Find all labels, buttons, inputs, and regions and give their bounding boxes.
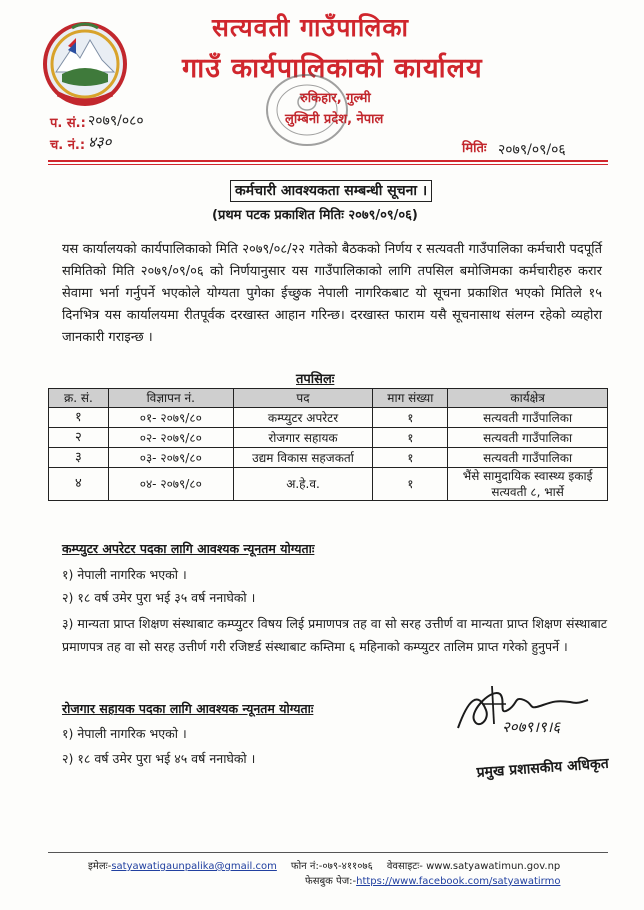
cell-post: रोजगार सहायक xyxy=(233,428,373,448)
cell-ad-no: ०४- २०७९/८० xyxy=(108,468,233,501)
website-label: वेवसाइटः- xyxy=(386,861,423,872)
employment-assistant-heading: रोजगार सहायक पदका लागि आवश्यक न्यूनतम योग्यताः xyxy=(62,701,314,716)
header-divider xyxy=(48,164,608,165)
cell-ad-no: ०२- २०७९/८० xyxy=(108,428,233,448)
address-line: रुकिहार, गुल्मी xyxy=(300,91,371,106)
cell-demand: १ xyxy=(373,468,448,501)
table-header-row xyxy=(49,389,608,408)
workplace-line: भैंसे सामुदायिक स्वास्थ्य इकाई xyxy=(462,469,593,483)
table-row xyxy=(49,448,608,468)
notice-subtitle: (प्रथम पटक प्रकाशित मितिः २०७९/०९/०६) xyxy=(212,208,418,223)
signature-scribble xyxy=(448,680,598,750)
date-label: मितिः xyxy=(462,141,487,156)
cell-workplace: सत्यवती गाउँपालिका xyxy=(448,448,608,468)
ref-no-value: २०७९/०८० xyxy=(88,113,144,129)
computer-operator-heading: कम्प्युटर अपरेटर पदका लागि आवश्यक न्यूनतम योग्यताः xyxy=(62,541,315,556)
requirement-item: १) नेपाली नागरिक भएको । xyxy=(62,726,187,741)
cell-workplace xyxy=(448,468,608,501)
date-value: २०७९/०९/०६ xyxy=(498,142,566,158)
footer-social xyxy=(305,873,560,887)
email-link[interactable]: satyawatigaunpalika@gmail.com xyxy=(111,861,277,872)
cell-sn: ४ xyxy=(49,468,109,501)
signature-date: २०७९।९।६ xyxy=(502,718,561,736)
cell-ad-no: ०३- २०७९/८० xyxy=(108,448,233,468)
email-label: इमेलः- xyxy=(88,861,112,872)
table-row xyxy=(49,408,608,428)
cell-sn: २ xyxy=(49,428,109,448)
cell-demand: १ xyxy=(373,428,448,448)
footer-divider xyxy=(48,852,608,853)
header-divider xyxy=(48,160,608,162)
schedule-label: तपसिलः xyxy=(296,372,335,387)
requirement-item: २) १८ वर्ष उमेर पुरा भई ४५ वर्ष ननाघेको । xyxy=(62,751,256,766)
website-link[interactable]: www.satyawatimun.gov.np xyxy=(426,861,561,872)
facebook-label: फेसबुक पेज:- xyxy=(305,876,357,887)
notice-body: यस कार्यालयको कार्यपालिकाको मिति २०७९/०८/२२ गतेको बैठकको निर्णय र सत्यवती गाउँपालिका कर्मचारी पदपूर्ति समितिको मिति २०७९/०९/०६ को निर्णयानुसार यस गाउँपालिकाको लागि तपसिल बमोजिमका कर्मचारीहरु करार सेवामा भर्ना गर्नुपर्ने भएकोले योग्यता पुगेका ईच्छुक नेपाली नागरिकबाट यो सूचना प्रकाशित भएको मितिले १५ दिनभित्र यस कार्यालयमा रीतपूर्वक दरखास्त आहान गरिन्छ। दरखास्त फाराम यसै सूचनासाथ संलग्न रहेको व्यहोरा जानकारी गराइन्छ । xyxy=(62,242,602,345)
cell-post: अ.हे.व. xyxy=(233,468,373,501)
facebook-link[interactable]: https://www.facebook.com/satyawatirmo xyxy=(356,876,561,887)
cell-ad-no: ०१- २०७९/८० xyxy=(108,408,233,428)
table-row xyxy=(49,468,608,501)
cell-post: उद्यम विकास सहजकर्ता xyxy=(233,448,373,468)
address-province: लुम्बिनी प्रदेश, नेपाल xyxy=(285,112,384,127)
org-name: सत्यवती गाउँपालिका xyxy=(212,13,410,42)
notice-title: कर्मचारी आवश्यकता सम्बन्धी सूचना । xyxy=(230,180,432,202)
ref-no-label: प. सं.: xyxy=(50,116,86,131)
column-header-sn: क्र. सं. xyxy=(49,389,109,408)
cell-workplace: सत्यवती गाउँपालिका xyxy=(448,428,608,448)
requirement-item: ३) मान्यता प्राप्त शिक्षण संस्थाबाट कम्प्युटर विषय लिई प्रमाणपत्र तह वा सो सरह उत्तीर्ण वा मान्यता प्राप्त शिक्षण संस्थाबाट प्रमाणपत्र तह वा सो सरह उत्तीर्ण गरी रजिष्टर्ड संस्थाबाट कम्तिमा ६ महिनाको कम्प्युटर तालिम प्राप्त गरेको हुनुपर्ने । xyxy=(62,616,607,654)
office-name: गाउँ कार्यपालिकाको कार्यालय xyxy=(182,53,483,84)
workplace-line: सत्यवती ८, भार्से xyxy=(491,485,564,499)
cell-demand: १ xyxy=(373,408,448,428)
signatory-title: प्रमुख प्रशासकीय अधिकृत xyxy=(476,755,610,781)
schedule-table xyxy=(48,388,608,501)
column-header-post: पद xyxy=(233,389,373,408)
column-header-workplace: कार्यक्षेत्र xyxy=(448,389,608,408)
requirement-item: २) १८ वर्ष उमेर पुरा भई ३५ वर्ष ननाघेको । xyxy=(62,590,256,605)
cell-post: कम्प्युटर अपरेटर xyxy=(233,408,373,428)
dispatch-no-label: च. नं.: xyxy=(50,138,86,153)
cell-demand: १ xyxy=(373,448,448,468)
cell-workplace: सत्यवती गाउँपालिका xyxy=(448,408,608,428)
phone-number: ०७९-४११०७६ xyxy=(322,861,373,872)
nepal-emblem-icon xyxy=(42,16,128,112)
cell-sn: ३ xyxy=(49,448,109,468)
phone-label: फोन नं:- xyxy=(290,861,323,872)
footer-contact xyxy=(88,858,560,872)
column-header-demand: माग संख्या xyxy=(373,389,448,408)
column-header-ad-no: विज्ञापन नं. xyxy=(108,389,233,408)
requirement-item: १) नेपाली नागरिक भएको । xyxy=(62,567,187,582)
table-row xyxy=(49,428,608,448)
dispatch-no-value: ४३० xyxy=(88,133,112,151)
cell-sn: १ xyxy=(49,408,109,428)
